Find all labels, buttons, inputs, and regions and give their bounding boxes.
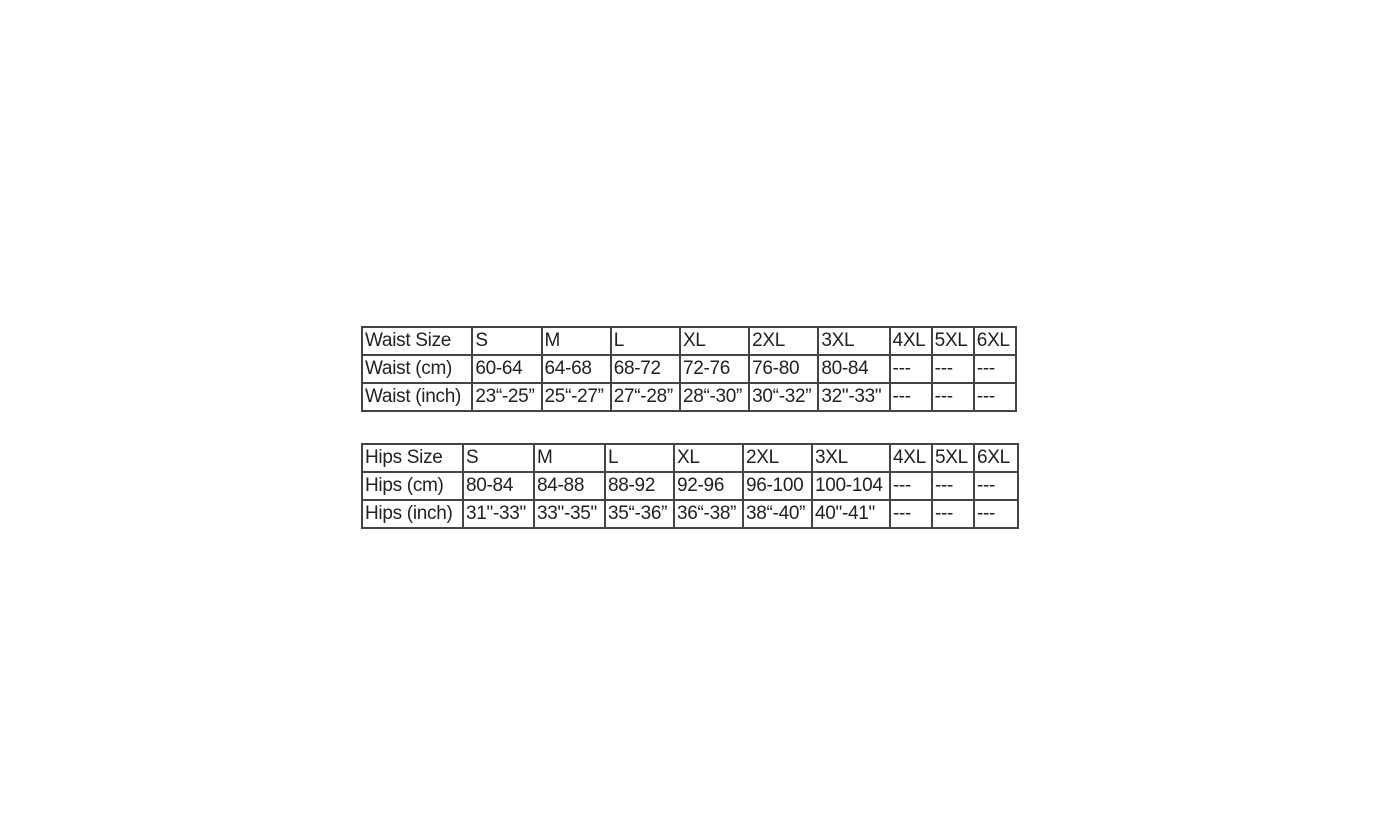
table-cell: 27“-28” — [611, 383, 680, 411]
table-cell: L — [611, 327, 680, 355]
table-cell: 100-104 — [812, 472, 890, 500]
table-cell: Hips Size — [362, 444, 463, 472]
table-cell: --- — [890, 472, 932, 500]
waist-size-table — [361, 326, 1017, 412]
table-cell: M — [534, 444, 605, 472]
table-cell: --- — [974, 383, 1016, 411]
table-cell: 2XL — [743, 444, 812, 472]
table-cell: Hips (cm) — [362, 472, 463, 500]
table-cell: Waist Size — [362, 327, 472, 355]
table-cell: 2XL — [749, 327, 818, 355]
table-cell: 35“-36” — [605, 500, 674, 528]
table-cell: 72-76 — [680, 355, 749, 383]
table-cell: 84-88 — [534, 472, 605, 500]
table-cell: 33"-35" — [534, 500, 605, 528]
table-cell: 6XL — [974, 327, 1016, 355]
table-cell: 25“-27” — [542, 383, 611, 411]
table-cell: 23“-25” — [472, 383, 541, 411]
table-cell: XL — [680, 327, 749, 355]
hips-inch-row — [362, 500, 1018, 528]
table-cell: --- — [932, 355, 974, 383]
table-cell: S — [463, 444, 534, 472]
table-cell: 80-84 — [818, 355, 889, 383]
hips-cm-row — [362, 472, 1018, 500]
table-cell: Hips (inch) — [362, 500, 463, 528]
table-cell: 5XL — [932, 327, 974, 355]
table-cell: 3XL — [818, 327, 889, 355]
table-cell: 6XL — [974, 444, 1018, 472]
waist-inch-row — [362, 383, 1016, 411]
table-cell: --- — [974, 355, 1016, 383]
table-cell: 4XL — [890, 444, 932, 472]
table-cell: --- — [932, 383, 974, 411]
table-cell: 38“-40” — [743, 500, 812, 528]
table-cell: 5XL — [932, 444, 974, 472]
table-cell: 68-72 — [611, 355, 680, 383]
table-cell: S — [472, 327, 541, 355]
table-cell: 60-64 — [472, 355, 541, 383]
table-cell: --- — [890, 500, 932, 528]
table-cell: 31"-33" — [463, 500, 534, 528]
waist-cm-row — [362, 355, 1016, 383]
table-cell: M — [542, 327, 611, 355]
table-cell: --- — [974, 500, 1018, 528]
table-cell: 92-96 — [674, 472, 743, 500]
table-cell: 3XL — [812, 444, 890, 472]
table-cell: L — [605, 444, 674, 472]
table-cell: 76-80 — [749, 355, 818, 383]
table-cell: 32"-33" — [818, 383, 889, 411]
table-cell: 88-92 — [605, 472, 674, 500]
table-cell: --- — [890, 355, 932, 383]
table-cell: 80-84 — [463, 472, 534, 500]
table-cell: --- — [890, 383, 932, 411]
table-cell: Waist (cm) — [362, 355, 472, 383]
table-cell: --- — [974, 472, 1018, 500]
table-cell: 64-68 — [542, 355, 611, 383]
table-cell: 96-100 — [743, 472, 812, 500]
waist-header-row — [362, 327, 1016, 355]
table-cell: 36“-38” — [674, 500, 743, 528]
table-cell: 40"-41" — [812, 500, 890, 528]
table-cell: XL — [674, 444, 743, 472]
hips-header-row — [362, 444, 1018, 472]
hips-size-table — [361, 443, 1019, 529]
table-cell: 4XL — [890, 327, 932, 355]
table-cell: 30“-32” — [749, 383, 818, 411]
table-cell: --- — [932, 500, 974, 528]
table-cell: 28“-30” — [680, 383, 749, 411]
table-cell: --- — [932, 472, 974, 500]
table-cell: Waist (inch) — [362, 383, 472, 411]
